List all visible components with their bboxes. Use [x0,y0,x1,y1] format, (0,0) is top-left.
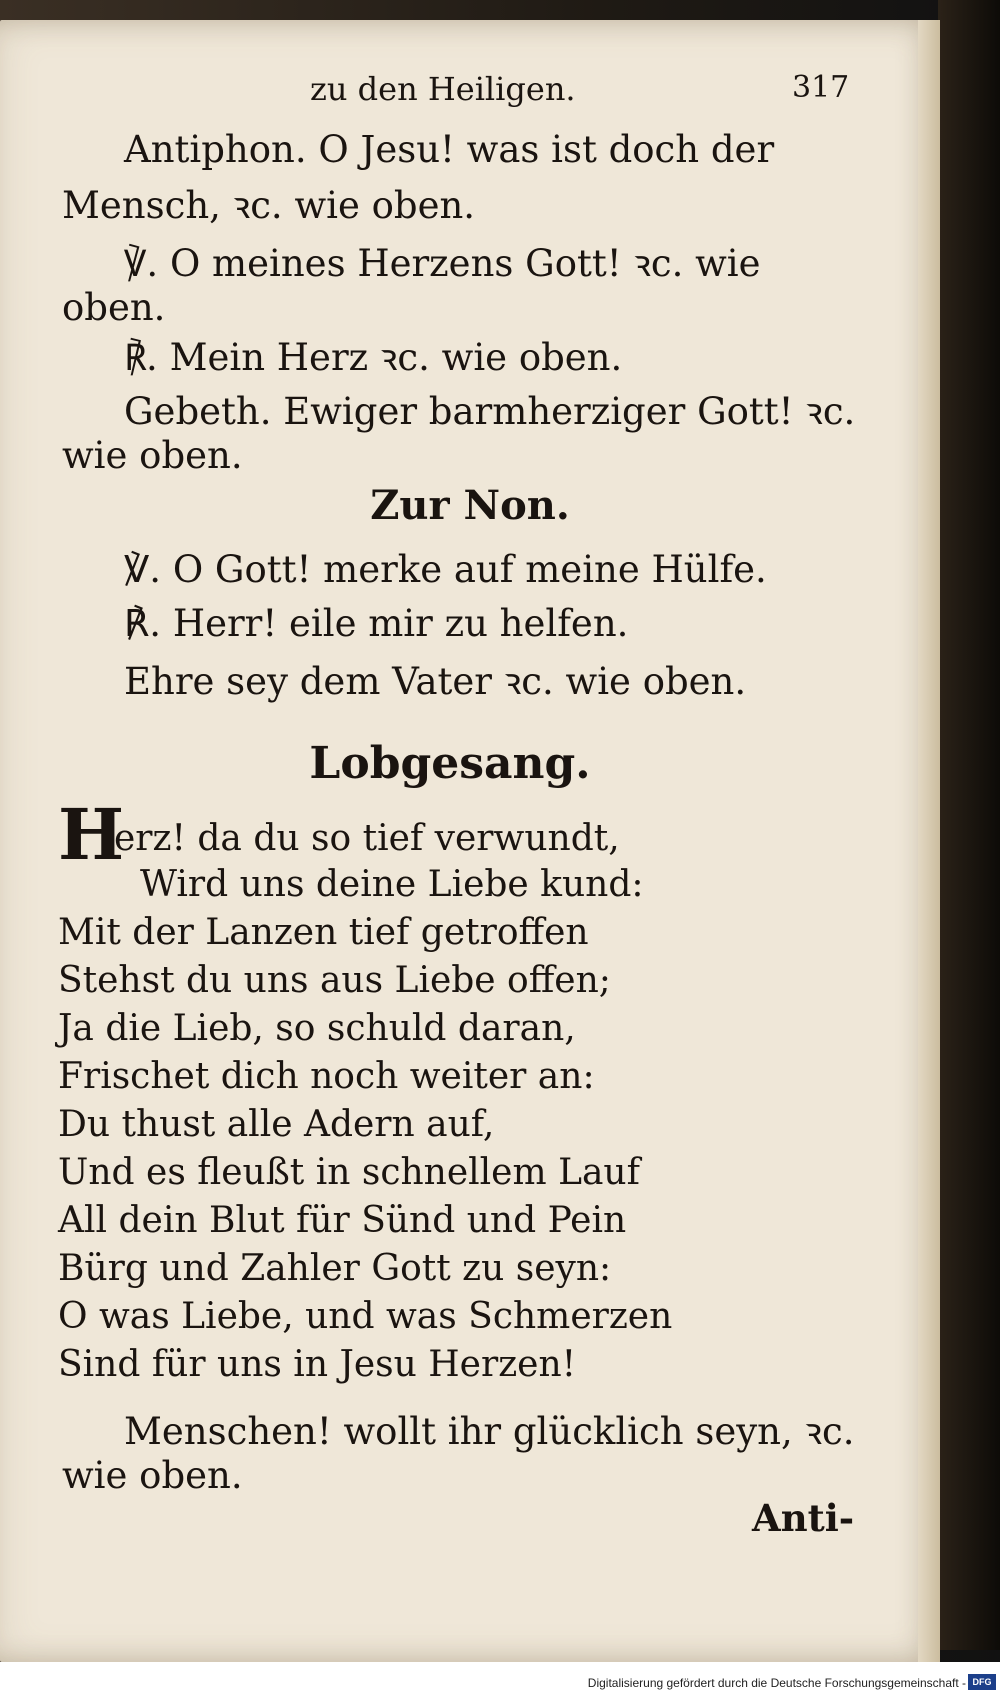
versicle-line: ℣. O meines Herzens Gott! ꝛc. wie [124,242,761,285]
response-line-2: ℟. Herr! eile mir zu helfen. [124,602,629,645]
footer-bar [0,1662,1000,1707]
drop-cap: H [58,793,125,876]
section-heading-non: Zur Non. [370,482,570,529]
verse-line: Frischet dich noch weiter an: [58,1056,595,1097]
funding-credit: Digitalisierung gefördert durch die Deutsche Forschungsgemeinschaft - [587,1676,966,1690]
response-line: ℟. Mein Herz ꝛc. wie oben. [124,336,623,379]
page-edge [918,20,940,1662]
verse-line: Du thust alle Adern auf, [58,1104,495,1145]
verse-line: Mit der Lanzen tief getroffen [58,912,589,953]
versicle-continuation: oben. [62,286,166,329]
running-head: zu den Heiligen. [310,70,576,108]
verse-line: Stehst du uns aus Liebe offen; [58,960,611,1001]
versicle-line-2: ℣. O Gott! merke auf meine Hülfe. [124,548,767,591]
verse-line: Wird uns deine Liebe kund: [140,864,644,905]
dfg-logo: DFG [968,1674,996,1690]
hymn-title: Lobgesang. [309,738,591,789]
verse-line: Ja die Lieb, so schuld daran, [58,1008,576,1049]
verse-line: All dein Blut für Sünd und Pein [58,1200,627,1241]
catchword: Anti- [752,1496,855,1540]
gloria-line: Ehre sey dem Vater ꝛc. wie oben. [124,660,747,703]
prayer-continuation: wie oben. [62,434,243,477]
verse-line: Sind für uns in Jesu Herzen! [58,1344,577,1385]
refrain-line: Menschen! wollt ihr glücklich seyn, ꝛc. [124,1410,855,1453]
antiphon-line: Antiphon. O Jesu! was ist doch der [124,128,775,171]
antiphon-continuation: Mensch, ꝛc. wie oben. [62,184,476,227]
verse-line: erz! da du so tief verwundt, [114,818,620,859]
binding-shadow [938,0,1000,1650]
verse-line: O was Liebe, und was Schmerzen [58,1296,673,1337]
prayer-line: Gebeth. Ewiger barmherziger Gott! ꝛc. [124,390,856,433]
verse-line: Bürg und Zahler Gott zu seyn: [58,1248,612,1289]
verse-line: Und es fleußt in schnellem Lauf [58,1152,640,1193]
page-number: 317 [792,70,850,105]
refrain-continuation: wie oben. [62,1454,243,1497]
